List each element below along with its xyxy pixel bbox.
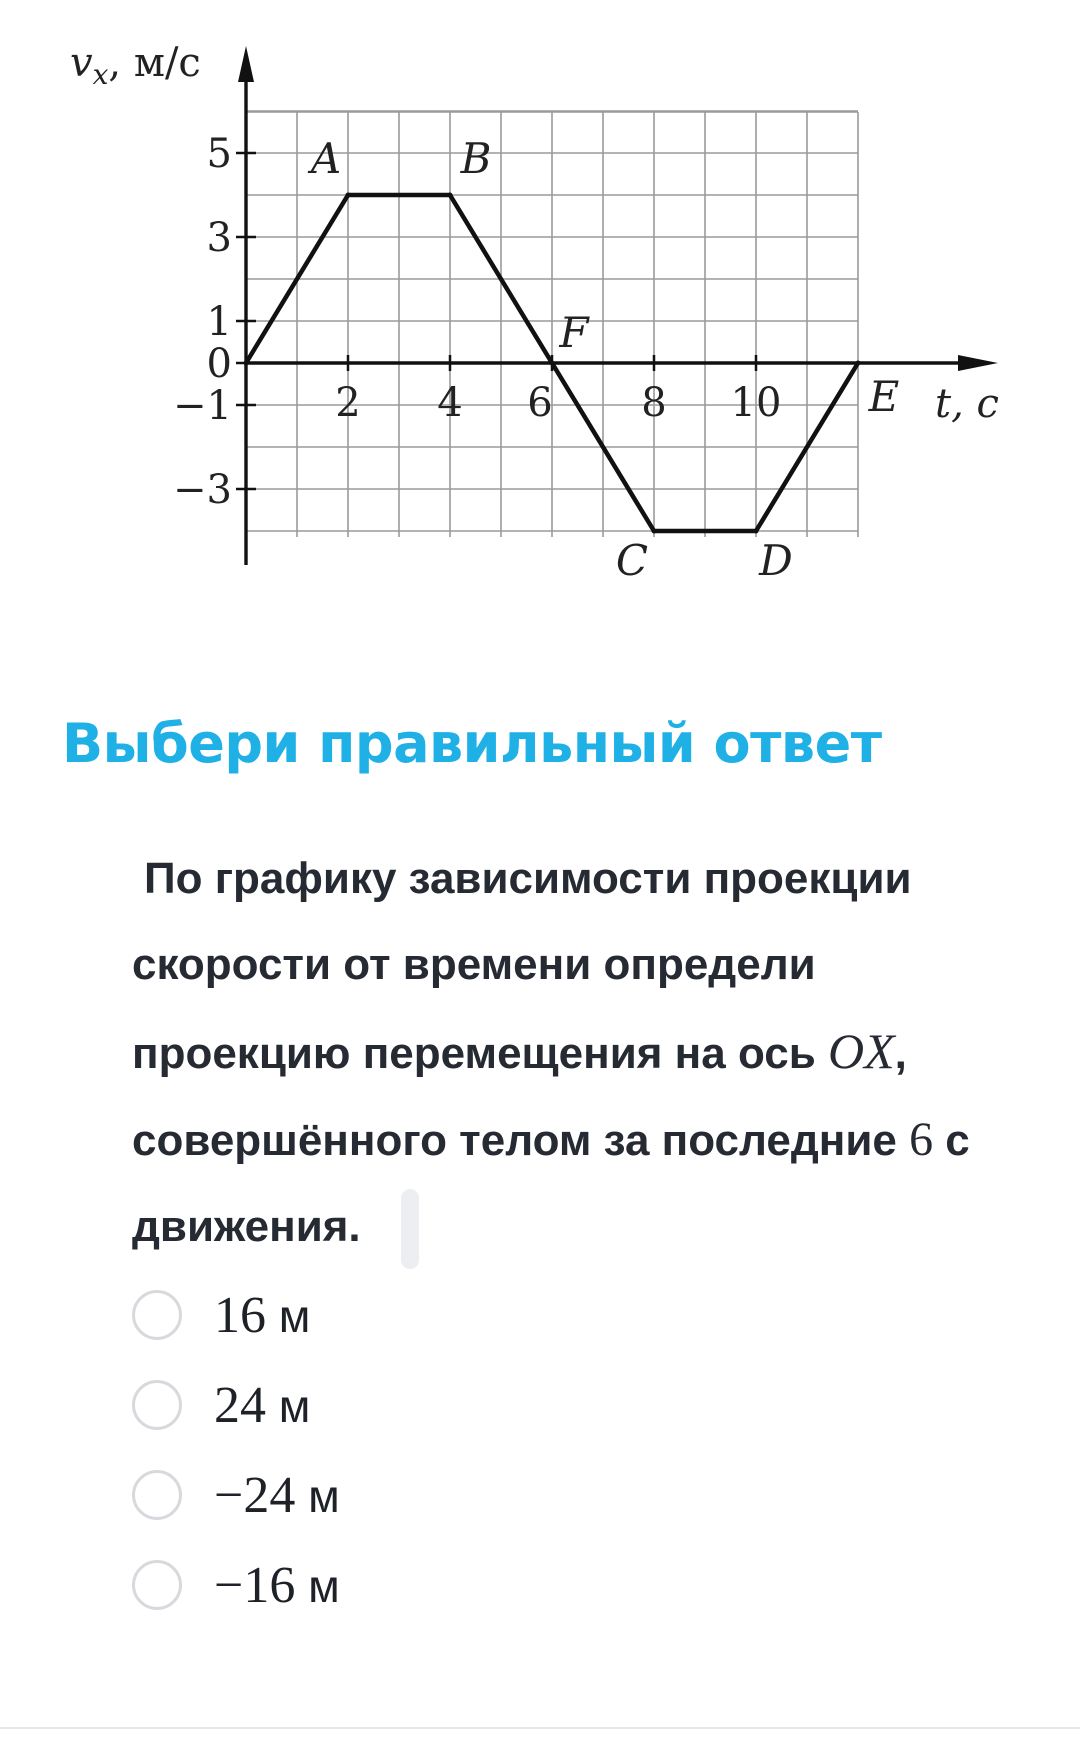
seconds-number: 6	[909, 1113, 934, 1166]
question-line-4-end: с	[933, 1116, 970, 1165]
bottom-divider	[0, 1727, 1080, 1729]
option-label	[214, 1286, 310, 1345]
y-tick-label: 3	[206, 215, 232, 261]
radio-button[interactable]	[132, 1470, 182, 1520]
x-axis-arrow	[958, 355, 998, 371]
point-label-a: A	[310, 134, 342, 183]
question-text	[132, 836, 1032, 1270]
question-line-2: скорости от времени определи	[132, 940, 816, 989]
point-label-f: F	[559, 308, 589, 357]
answer-option-4[interactable]	[132, 1540, 340, 1630]
question-line-1: По графику зависимости проекции	[144, 854, 912, 903]
data-point	[448, 193, 453, 198]
option-number: 24	[214, 1376, 266, 1434]
y-axis-unit: , м/с	[108, 40, 201, 86]
chart-labels	[70, 40, 999, 585]
y-tick-label: −3	[173, 467, 232, 513]
x-tick-label: 2	[335, 380, 361, 426]
answer-option-3[interactable]	[132, 1450, 340, 1540]
data-point	[550, 361, 555, 366]
option-number: −24	[214, 1466, 296, 1524]
data-point	[652, 529, 657, 534]
option-label	[214, 1466, 340, 1525]
y-axis-subscript: x	[92, 58, 109, 91]
question-line-3-text: проекцию перемещения на ось	[132, 1029, 828, 1078]
question-line-3	[132, 1008, 1032, 1097]
answer-option-1[interactable]	[132, 1270, 340, 1360]
data-point	[754, 529, 759, 534]
answer-option-2[interactable]	[132, 1360, 340, 1450]
velocity-time-chart	[0, 0, 1080, 600]
x-tick-label: 6	[527, 380, 553, 426]
option-unit: м	[295, 1469, 340, 1522]
prompt-heading: Выбери правильный ответ	[62, 712, 882, 775]
y-tick-label: −1	[173, 383, 232, 429]
option-label	[214, 1556, 340, 1615]
option-number: −16	[214, 1556, 296, 1614]
radio-button[interactable]	[132, 1560, 182, 1610]
y-tick-label: 1	[206, 299, 232, 345]
option-label	[214, 1376, 310, 1435]
radio-button[interactable]	[132, 1380, 182, 1430]
option-unit: м	[266, 1289, 311, 1342]
point-label-c: C	[615, 536, 649, 585]
question-line-5	[132, 1184, 1032, 1270]
radio-button[interactable]	[132, 1290, 182, 1340]
option-number: 16	[214, 1286, 266, 1344]
point-label-e: E	[868, 372, 900, 421]
question-line-4-text: совершённого телом за последние	[132, 1116, 910, 1165]
text-cursor	[401, 1189, 419, 1269]
y-axis-symbol: v	[70, 40, 93, 86]
x-tick-label: 10	[730, 380, 782, 426]
data-point	[346, 193, 351, 198]
point-label-d: D	[759, 536, 793, 585]
y-tick-label: 5	[206, 131, 232, 177]
question-line-4	[132, 1097, 1032, 1184]
y-axis-label	[70, 40, 201, 91]
x-tick-label: 4	[437, 380, 463, 426]
data-point	[244, 361, 249, 366]
x-tick-label: 8	[641, 380, 667, 426]
point-label-b: B	[460, 134, 492, 183]
question-line-3-end: ,	[894, 1029, 907, 1078]
data-point	[856, 361, 861, 366]
y-axis-arrow	[238, 46, 254, 82]
answer-options	[132, 1270, 340, 1630]
chart-axes	[236, 46, 998, 565]
option-unit: м	[266, 1379, 311, 1432]
y-tick-label: 0	[206, 341, 232, 387]
axis-name-math: OX	[828, 1023, 895, 1079]
option-unit: м	[295, 1559, 340, 1612]
question-line-5-text: движения.	[132, 1202, 361, 1251]
x-axis-label: t, с	[935, 381, 999, 427]
